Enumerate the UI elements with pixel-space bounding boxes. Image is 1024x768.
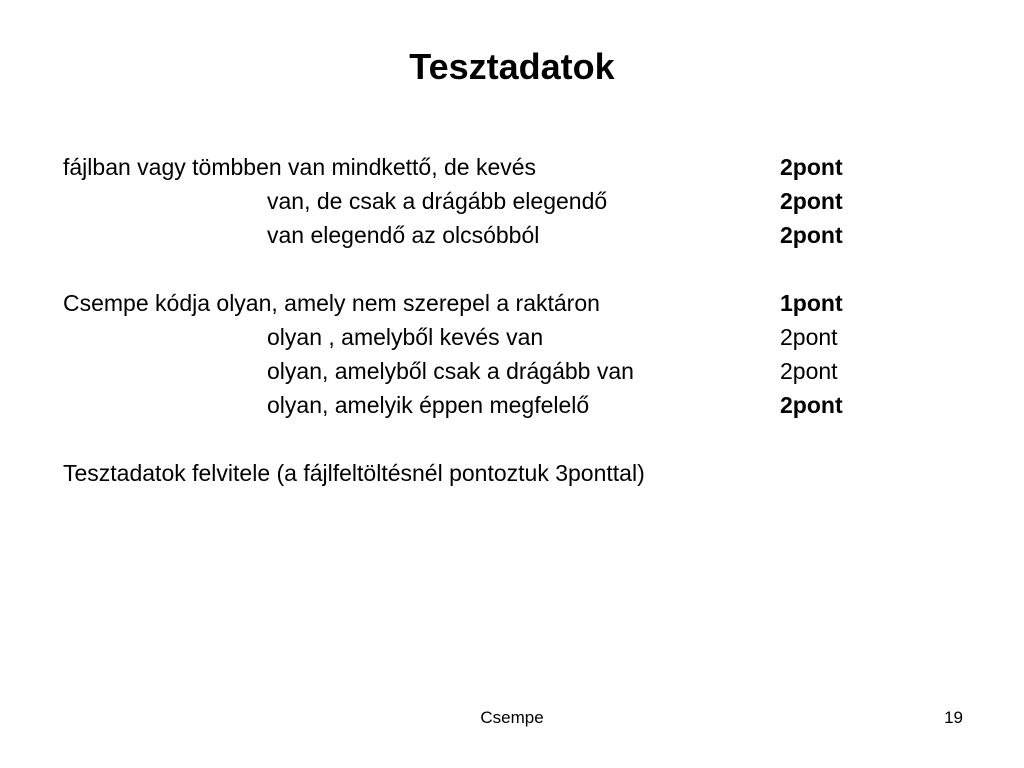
test-case-points: 2pont (780, 188, 843, 214)
test-case-row (63, 388, 963, 422)
slide-title: Tesztadatok (409, 46, 615, 87)
page-number: 19 (944, 708, 963, 727)
test-case-points: 2pont (780, 222, 843, 248)
test-case-row (63, 150, 963, 184)
test-case-label: olyan, amelyik éppen megfelelő (267, 392, 590, 418)
test-case-label: Csempe kódja olyan, amely nem szerepel a raktáron (63, 290, 600, 316)
closing-line-text: Tesztadatok felvitele (a fájlfeltöltésnél pontoztuk 3ponttal) (63, 460, 645, 486)
test-case-points: 2pont (780, 392, 843, 418)
test-case-row (63, 286, 963, 320)
storage-test-group (63, 150, 963, 252)
slide-content (63, 150, 963, 490)
test-case-row (63, 184, 963, 218)
footer-title: Csempe (480, 708, 544, 727)
test-case-points: 2pont (780, 358, 838, 384)
test-case-row (63, 320, 963, 354)
test-case-points: 1pont (780, 290, 843, 316)
test-case-points: 2pont (780, 324, 838, 350)
test-case-points: 2pont (780, 154, 843, 180)
test-case-label: olyan, amelyből csak a drágább van (267, 358, 634, 384)
test-case-label: van, de csak a drágább elegendő (267, 188, 608, 214)
spacer (63, 422, 963, 456)
test-case-label: van elegendő az olcsóbból (267, 222, 540, 248)
test-case-row (63, 354, 963, 388)
test-case-label: fájlban vagy tömbben van mindkettő, de kevés (63, 154, 537, 180)
spacer (63, 252, 963, 286)
tile-code-test-group (63, 286, 963, 422)
test-case-label: olyan , amelyből kevés van (267, 324, 544, 350)
test-case-row (63, 218, 963, 252)
closing-line (63, 456, 963, 490)
